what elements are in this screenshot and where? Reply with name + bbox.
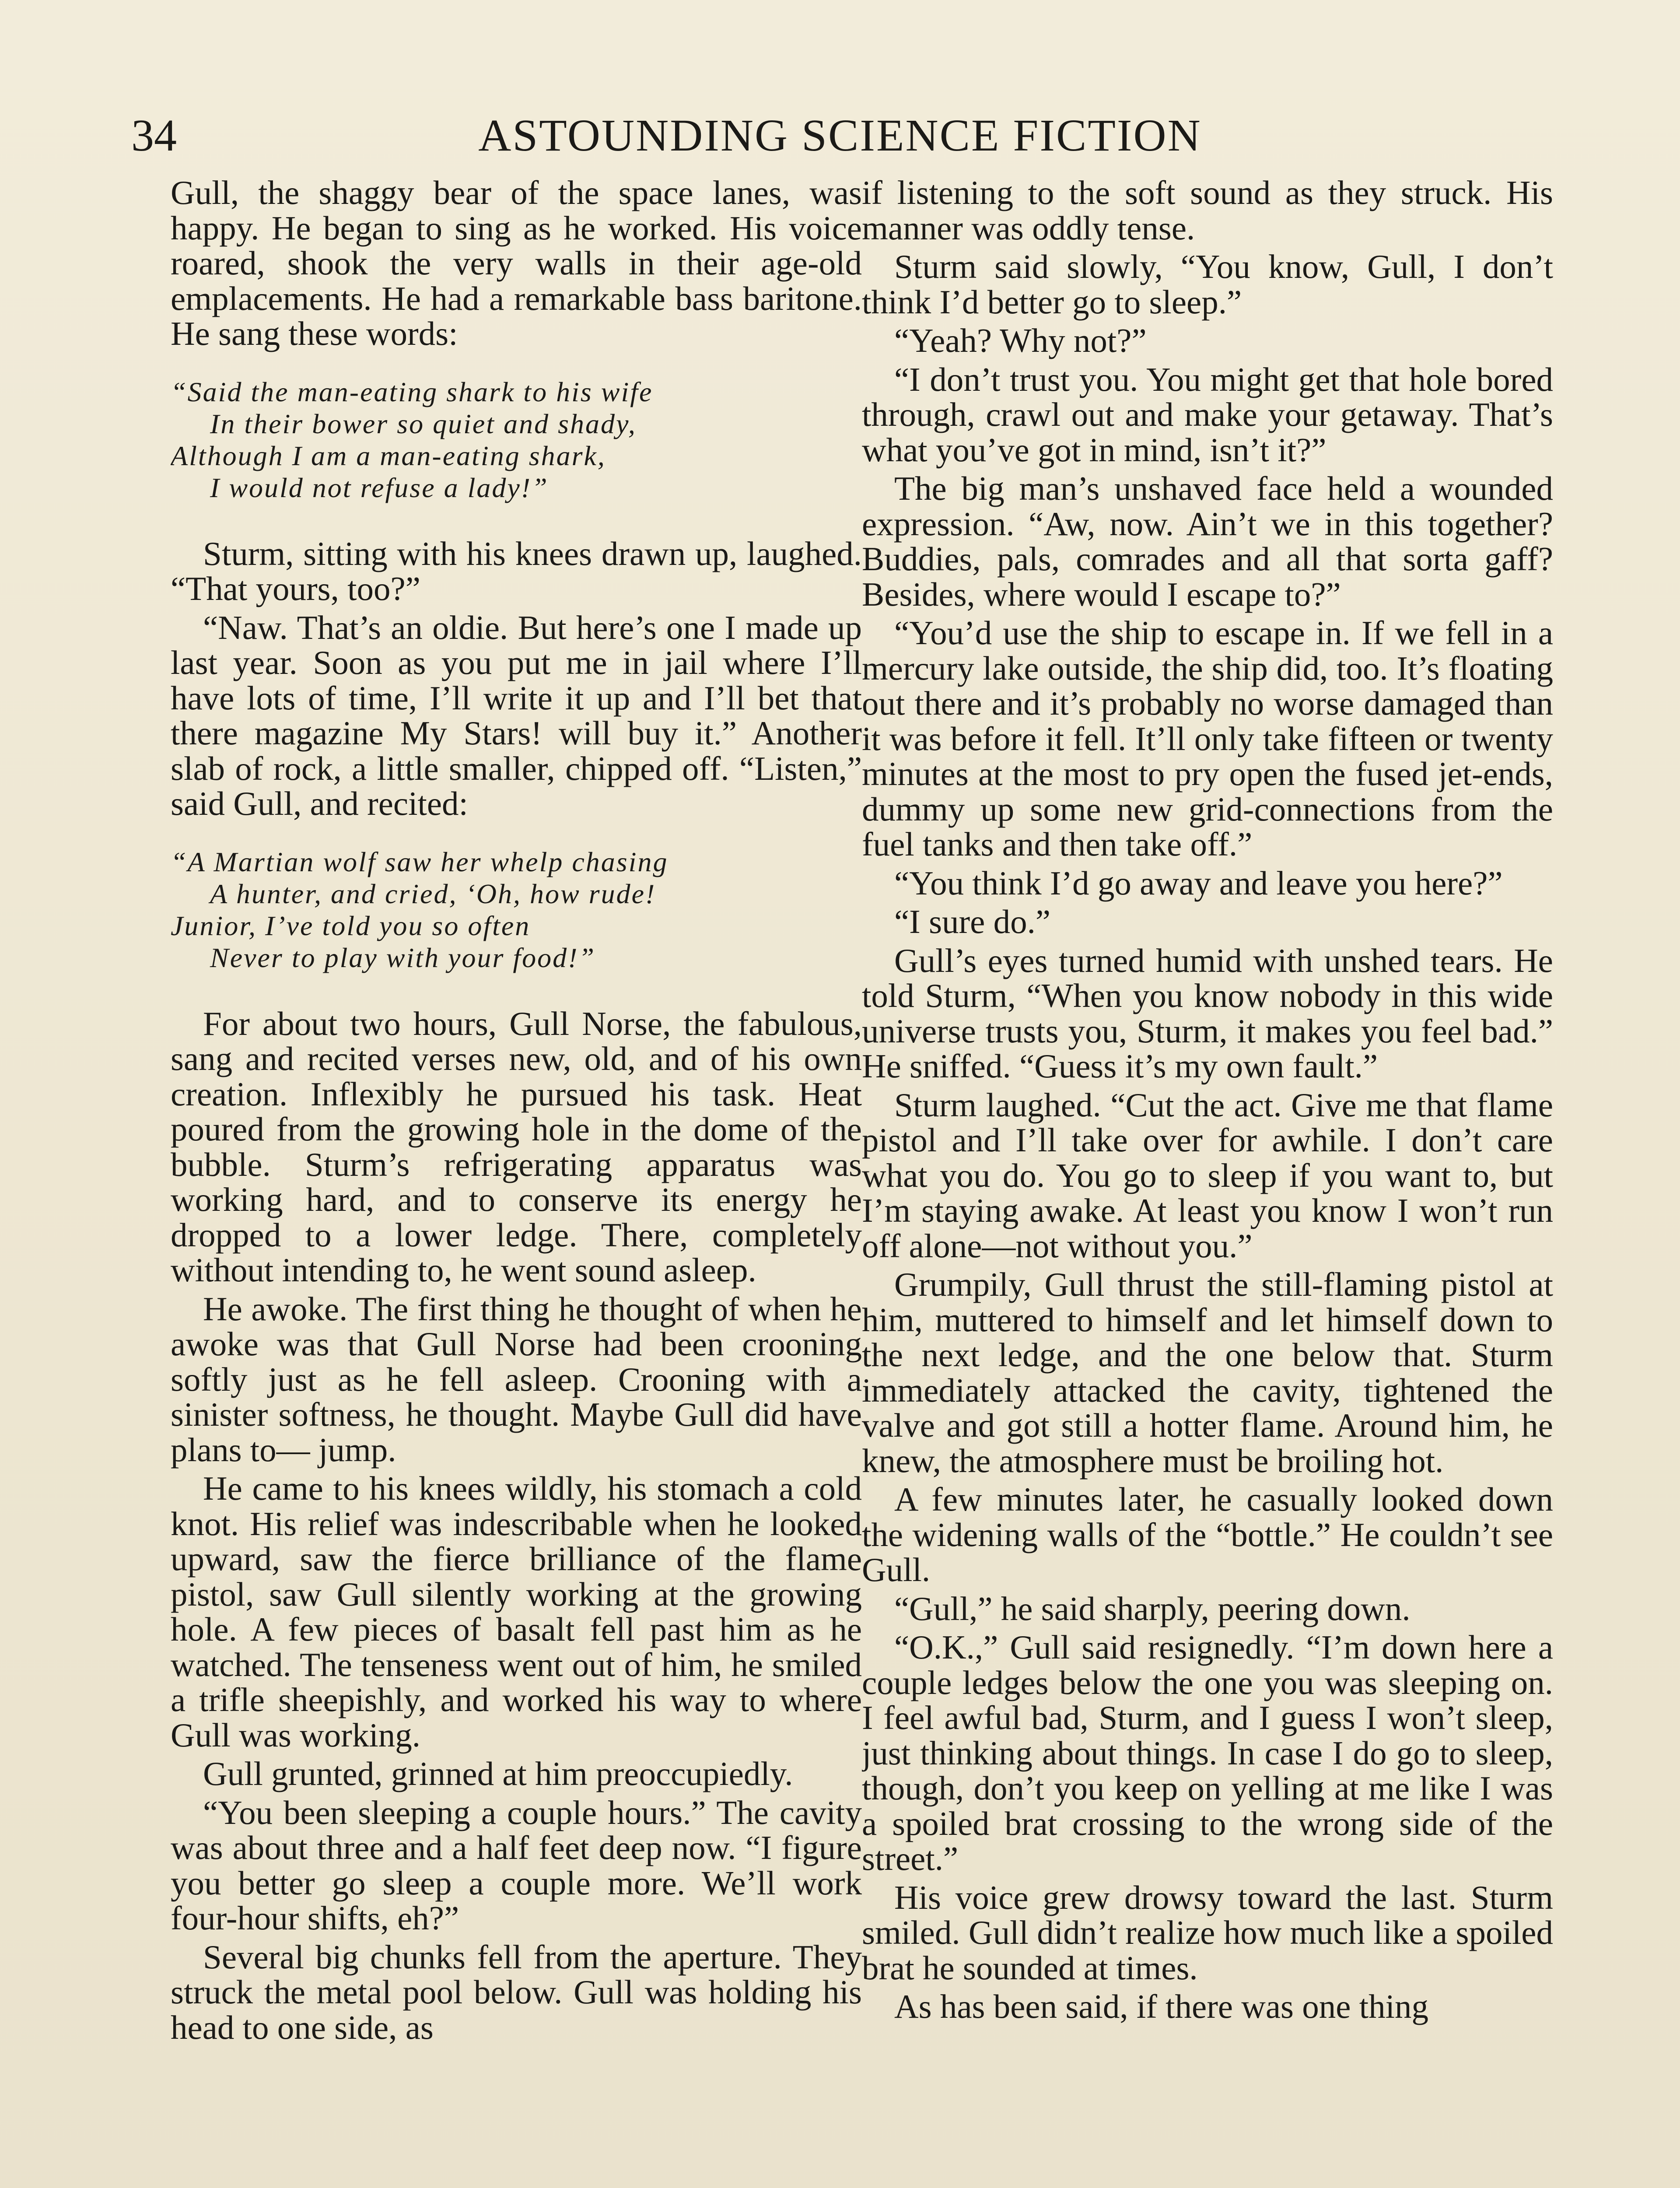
paragraph: For about two hours, Gull Norse, the fabulous, sang and recited verses new, old, and of his own creation. Inflexibly he pursued his task. Heat poured from the growing hole in the dome of the bubble. Sturm’s refrigerating apparatus was working hard, and to conserve its energy he dropped to a lower ledge. There, completely without intending to, he went sound asleep. [171,1004,862,1289]
paragraph: “You think I’d go away and leave you here?” [894,864,1503,902]
paragraph: He awoke. The first thing he thought of when he awoke was that Gull Norse had been crooning softly just as he fell asleep. Crooning with a sinister softness, he thought. Maybe Gull did have plans to— jump. [171,1290,862,1469]
paragraph: “I don’t trust you. You might get that hole bored through, crawl out and make your getaway. That’s what you’ve got in mind, isn’t it?” [862,360,1553,469]
paragraph: Grumpily, Gull thrust the still-flaming pistol at him, muttered to himself and let himself down to the next ledge, and the one below that. Sturm immediately attacked the cavity, tightened the valve and got still a hotter flame. Around him, he knew, the atmosphere must be broiling hot. [862,1266,1553,1480]
verse-line: “Said the man-eating shark to his wife [171,376,653,407]
verse-block [171,846,862,974]
paragraph: A few minutes later, he casually looked down the widening walls of the “bottle.” He couldn’t see Gull. [862,1480,1553,1588]
verse-block [171,376,862,504]
paragraph: As has been said, if there was one thing [894,1988,1428,2025]
paragraph: “O.K.,” Gull said resignedly. “I’m down here a couple ledges below the one you was sleeping on. I feel awful bad, Sturm, and I guess I won’t sleep, just thinking about things. In case I do go to sleep, though, don’t you keep on yelling at me like I was a spoiled brat crossing to the wrong side of the street.” [862,1628,1553,1877]
paragraph: Several big chunks fell from the aperture. They struck the metal pool below. Gull was holding his head to one side, as [171,1938,862,2046]
paragraph: “Naw. That’s an oldie. But here’s one I made up last year. Soon as you put me in jail where I’ll have lots of time, I’ll write it up and I’ll bet that there magazine My Stars! will buy it.” Another slab of rock, a little smaller, chipped off. “Listen,” said Gull, and recited: [171,608,862,822]
page-number: 34 [131,110,177,161]
paragraph: He came to his knees wildly, his stomach a cold knot. His relief was indescribable when he looked upward, saw the fierce brilliance of the flame pistol, saw Gull silently working at the growing hole. A few pieces of basalt fell past him as he watched. The tenseness went out of him, he smiled a trifle sheepishly, and worked his way to where Gull was working. [171,1469,862,1754]
verse-line: A hunter, and cried, ‘Oh, how rude! [210,878,656,909]
paragraph: Gull’s eyes turned humid with unshed tears. He told Sturm, “When you know nobody in this wide universe trusts you, Sturm, it makes you feel bad.” He sniffed. “Guess it’s my own fault.” [862,941,1553,1085]
paragraph: “I sure do.” [894,903,1051,940]
paragraph: if listening to the soft sound as they struck. His manner was oddly tense. [862,175,1553,247]
paragraph: Gull, the shaggy bear of the space lanes, was happy. He began to sing as he worked. His voice roared, shook the very walls in their age-old emplacements. He had a remarkable bass baritone. He sang these words: [171,175,862,352]
paragraph: “Gull,” he said sharply, peering down. [894,1589,1410,1627]
verse-line: “A Martian wolf saw her whelp chasing [171,846,668,877]
paragraph: “Yeah? Why not?” [894,322,1147,359]
page-header [131,103,1549,168]
verse-line: In their bower so quiet and shady, [210,408,637,439]
left-text-column [171,175,862,2188]
verse-line: Although I am a man-eating shark, [171,440,606,471]
verse-line: Never to play with your food!” [210,942,596,973]
paragraph: His voice grew drowsy toward the last. Sturm smiled. Gull didn’t realize how much like a spoiled brat he sounded at times. [862,1878,1553,1987]
verse-line: Junior, I’ve told you so often [171,910,531,941]
paragraph: “You’d use the ship to escape in. If we fell in a mercury lake outside, the ship did, too. It’s floating out there and it’s probably no worse damaged than it was before it fell. It’ll only take fifteen or twenty minutes at the most to pry open the fused jet-ends, dummy up some new grid-connections from the fuel tanks and then take off.” [862,614,1553,863]
paragraph: Sturm said slowly, “You know, Gull, I don’t think I’d better go to sleep.” [862,248,1553,321]
paragraph: Gull grunted, grinned at him preoccupiedly. [203,1755,793,1792]
paragraph: The big man’s unshaved face held a wounded expression. “Aw, now. Ain’t we in this together? Buddies, pals, comrades and all that sorta gaff? Besides, where would I escape to?” [862,470,1553,613]
verse-line: I would not refuse a lady!” [210,472,549,503]
right-text-column [862,175,1553,2188]
paragraph: Sturm, sitting with his knees drawn up, laughed. “That yours, too?” [171,534,862,607]
running-title: ASTOUNDING SCIENCE FICTION [478,110,1202,161]
paragraph: Sturm laughed. “Cut the act. Give me that flame pistol and I’ll take over for awhile. I don’t care what you do. You go to sleep if you want to, but I’m staying awake. At least you know I won’t run off alone—not without you.” [862,1086,1553,1265]
paragraph: “You been sleeping a couple hours.” The cavity was about three and a half feet deep now. “I figure you better go sleep a couple more. We’ll work four-hour shifts, eh?” [171,1793,862,1937]
